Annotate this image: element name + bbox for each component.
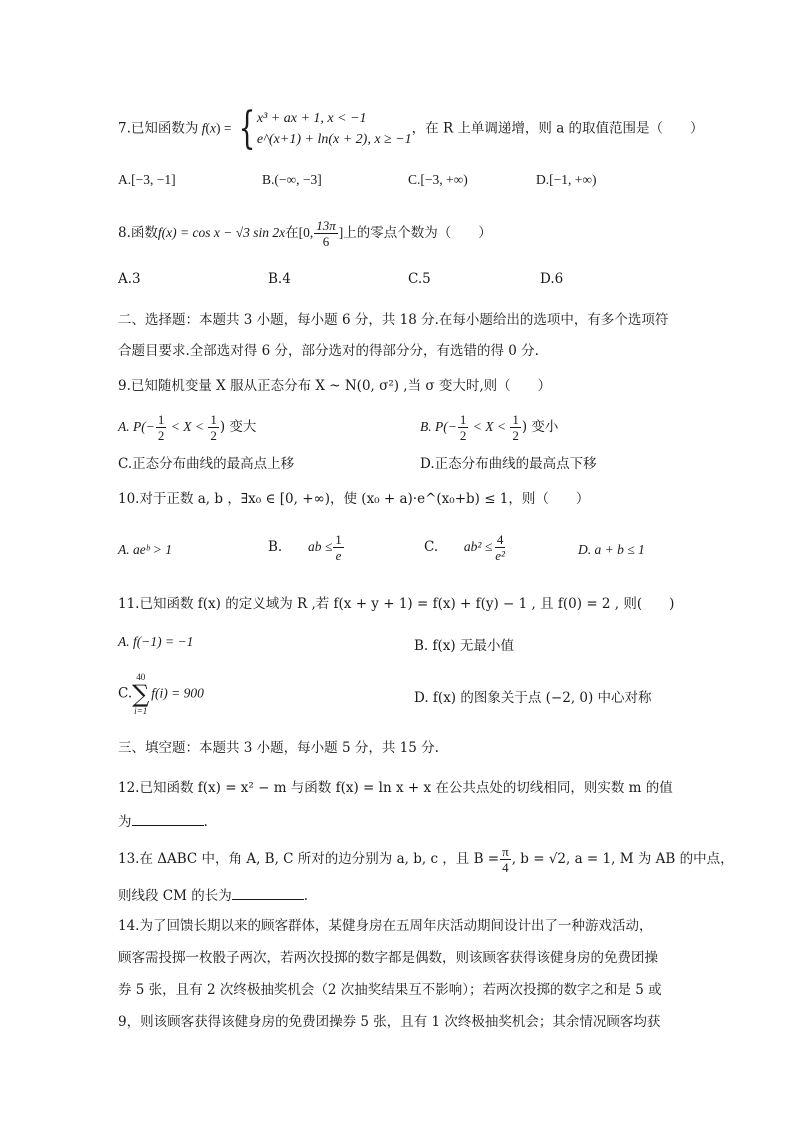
q11-option-d: D. f(x) 的图象关于点 (−2, 0) 中心对称 xyxy=(414,690,652,706)
q10-option-b: B. ab ≤ $\frac{1}{e}$ xyxy=(268,532,342,563)
q14-line3: 券 5 张，且有 2 次终极抽奖机会（2 次抽奖结果互不影响）；若两次投掷的数字之和是 5 或 xyxy=(118,982,662,998)
section2-heading-line1: 二、选择题：本题共 3 小题，每小题 6 分，共 18 分.在每小题给出的选项中，有多个选项符 xyxy=(118,312,669,328)
section3-heading: 三、填空题：本题共 3 小题，每小题 5 分，共 15 分. xyxy=(118,740,439,756)
q10-stem: 10.对于正数 a, b ，∃x₀ ∈ [0, +∞)，使 (x₀ + a)·e^(x₀+b) ≤ 1，则（ ） xyxy=(118,491,590,507)
q7-option-d: D.[−1, +∞) xyxy=(536,172,597,187)
summation-sign: 40 ∑ i=1 xyxy=(132,672,150,716)
q11-option-b: B. f(x) 无最小值 xyxy=(414,638,514,654)
q14-line1: 14.为了回馈长期以来的顾客群体，某健身房在五周年庆活动期间设计出了一种游戏活动， xyxy=(118,918,653,934)
q12-line1: 12.已知函数 f(x) = x² − m 与函数 f(x) = ln x + x 在公共点处的切线相同，则实数 m 的值 xyxy=(118,780,673,796)
section2-heading-line2: 合题目要求.全部选对得 6 分，部分选对的得部分分，有选错的得 0 分. xyxy=(118,343,539,359)
q9-option-a: A. P(− $\frac{1}{2}$ < X < $\frac{1}{2}$ ) 变大 xyxy=(118,412,257,443)
piece-1: x³ + ax + 1, x < −1 xyxy=(256,111,367,126)
q7-stem: 7.已知函数为 f(x) = { x³ + ax + 1, x < −1 e^(x+1) + ln(x + 2), x ≥ −1，在 R 上单调递增，则 a 的取值范围是（ ） xyxy=(118,103,704,154)
q8-option-a: A.3 xyxy=(118,271,141,287)
q13-line2: 则线段 CM 的长为 . xyxy=(118,888,309,904)
q9-stem: 9.已知随机变量 X 服从正态分布 X ~ N(0, σ²) ,当 σ 变大时,则（ ） xyxy=(118,378,552,394)
q10-option-d: D. a + b ≤ 1 xyxy=(578,542,645,557)
q11-option-a: A. f(−1) = −1 xyxy=(118,634,194,649)
q14-line2: 顾客需投掷一枚骰子两次，若两次投掷的数字都是偶数，则该顾客获得该健身房的免费团操 xyxy=(118,950,658,966)
q11-option-c: C. 40 ∑ i=1 f(i) = 900 xyxy=(118,672,204,716)
piecewise-function xyxy=(257,108,412,150)
q7-option-b: B.(−∞, −3] xyxy=(262,172,322,187)
q8-fraction: $\frac{13\pi}{6}$ xyxy=(316,218,336,249)
q9-option-b: B. P(− $\frac{1}{2}$ < X < $\frac{1}{2}$ ) 变小 xyxy=(420,412,559,443)
q11-stem: 11.已知函数 f(x) 的定义域为 R ,若 f(x + y + 1) = f(x) + f(y) − 1 , 且 f(0) = 2 , 则( ) xyxy=(118,596,675,612)
piece-2: e^(x+1) + ln(x + 2), x ≥ −1 xyxy=(256,132,412,147)
answer-blank[interactable] xyxy=(132,813,204,826)
q8-stem: 8.函数f(x) = cos x − √3 sin 2x在[0, $\frac{13\pi}{6}$ ]上的零点个数为（ ） xyxy=(118,218,492,249)
q14-line4: 9，则该顾客获得该健身房的免费团操券 5 张，且有 1 次终极抽奖机会；其余情况顾客均获 xyxy=(118,1014,661,1030)
q8-option-b: B.4 xyxy=(268,271,291,287)
piecewise-brace: { xyxy=(238,103,256,154)
q10-option-c: C. ab² ≤ $\frac{4}{\text{e²}}$ xyxy=(424,532,505,563)
q7-option-a: A.[−3, −1] xyxy=(118,172,176,187)
q9-option-c: C.正态分布曲线的最高点上移 xyxy=(118,456,295,472)
q10-option-a: A. aeᵇ > 1 xyxy=(118,542,172,557)
answer-blank[interactable] xyxy=(232,887,304,900)
q7-option-c: C.[−3, +∞) xyxy=(408,172,468,187)
q8-option-d: D.6 xyxy=(540,271,564,287)
q9-option-d: D.正态分布曲线的最高点下移 xyxy=(420,456,597,472)
q12-line2: 为 . xyxy=(118,814,208,830)
q8-option-c: C.5 xyxy=(408,271,431,287)
q13-line1: 13.在 ΔABC 中，角 A, B, C 所对的边分别为 a, b, c ，且 B = $\frac{\pi}{4}$ , b = √2, a = 1, M 为 AB 的中点， xyxy=(118,844,734,875)
